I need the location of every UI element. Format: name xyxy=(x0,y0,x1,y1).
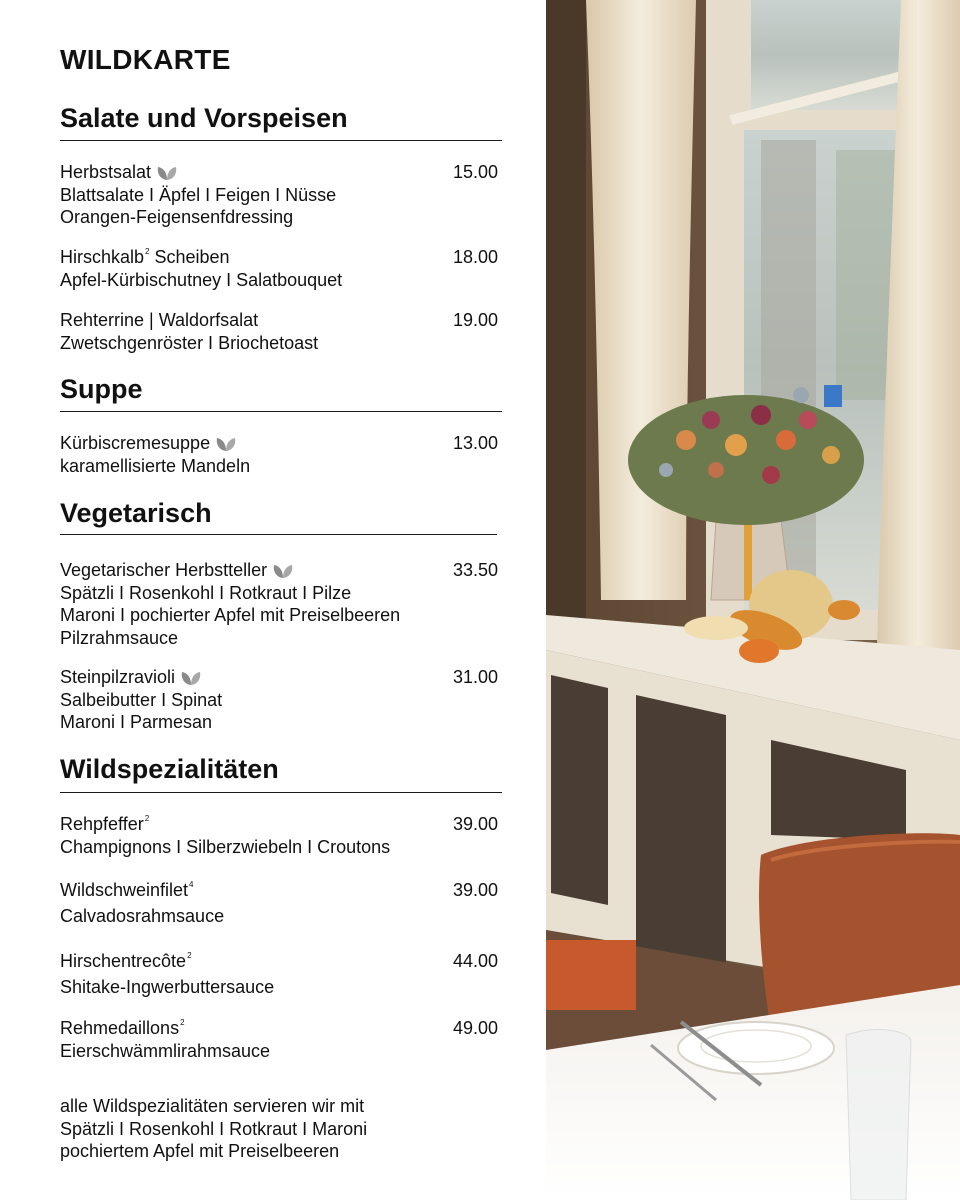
item-description: Maroni I Parmesan xyxy=(60,712,213,732)
orange-rug xyxy=(546,940,636,1010)
note-line: alle Wildspezialitäten servieren wir mit xyxy=(60,1096,365,1116)
item-name: Vegetarischer Herbstteller xyxy=(60,560,268,580)
parking-sign xyxy=(824,385,842,407)
item-price: 39.00 xyxy=(452,814,498,834)
leaf-icon xyxy=(272,562,294,578)
item-description: Shitake-Ingwerbuttersauce xyxy=(60,977,275,997)
note-line: pochiertem Apfel mit Preiselbeeren xyxy=(60,1141,340,1161)
item-price: 15.00 xyxy=(452,162,498,182)
section-title-wildspezialitaeten: Wildspezialitäten xyxy=(60,754,279,784)
menu-item-kuerbiscremesuppe xyxy=(60,432,498,477)
item-name: Hirschkalb xyxy=(60,247,145,267)
item-price: 39.00 xyxy=(452,880,498,900)
item-description: Orangen-Feigensenfdressing xyxy=(60,207,294,227)
leaf-icon xyxy=(156,164,178,180)
allergen-superscript: 2 xyxy=(187,951,192,960)
section-title-vegetarisch: Vegetarisch xyxy=(60,498,212,528)
item-description: karamellisierte Mandeln xyxy=(60,455,251,476)
allergen-superscript: 2 xyxy=(145,247,150,256)
gourd xyxy=(828,600,860,620)
menu-item-herbstteller xyxy=(60,559,498,649)
item-name: Herbstsalat xyxy=(60,162,152,182)
menu-item-wildschweinfilet xyxy=(60,877,498,929)
item-price: 13.00 xyxy=(452,433,498,453)
item-name: Rehpfeffer xyxy=(60,814,144,834)
item-description: Champignons I Silberzwiebeln I Croutons xyxy=(60,836,391,857)
item-description: Maroni I pochierter Apfel mit Preiselbeeren xyxy=(60,605,401,625)
radiator-grille xyxy=(636,695,726,985)
item-name-suffix: Scheiben xyxy=(149,247,230,267)
restaurant-photo xyxy=(546,0,960,1200)
allergen-superscript: 2 xyxy=(180,1018,185,1027)
item-name: Hirschentrecôte xyxy=(60,951,187,971)
item-description: Pilzrahmsauce xyxy=(60,627,179,648)
menu-item-rehterrine xyxy=(60,309,498,354)
item-price: 49.00 xyxy=(452,1018,498,1038)
allergen-superscript: 4 xyxy=(189,880,194,889)
item-price: 44.00 xyxy=(452,951,498,971)
leaf-icon xyxy=(215,435,237,451)
menu-item-hirschkalb xyxy=(60,246,498,291)
section-divider xyxy=(60,534,497,535)
allergen-superscript: 2 xyxy=(144,814,150,823)
item-price: 19.00 xyxy=(452,310,498,330)
wall-edge xyxy=(546,0,586,620)
menu-item-hirschentrecote xyxy=(60,948,498,1000)
item-price: 18.00 xyxy=(452,247,498,267)
radiator-grille xyxy=(551,675,608,905)
note-line: Spätzli I Rosenkohl I Rotkraut I Maroni xyxy=(60,1118,368,1139)
vase-stripe xyxy=(744,520,752,600)
item-description: Calvadosrahmsauce xyxy=(60,906,225,926)
item-description: Eierschwämmlirahmsauce xyxy=(60,1040,271,1061)
item-description: Zwetschgenröster I Briochetoast xyxy=(60,332,319,353)
section-divider xyxy=(60,792,502,793)
item-price: 31.00 xyxy=(452,667,498,687)
section-divider xyxy=(60,140,502,141)
leaf-icon xyxy=(180,669,202,685)
menu-item-rehpfeffer xyxy=(60,813,498,858)
item-description: Spätzli I Rosenkohl I Rotkraut I Pilze xyxy=(60,582,352,603)
section-divider xyxy=(60,411,502,412)
menu-item-steinpilzravioli xyxy=(60,666,498,734)
item-name: Steinpilzravioli xyxy=(60,667,176,687)
section-title-salate: Salate und Vorspeisen xyxy=(60,103,348,133)
item-name: Wildschweinfilet xyxy=(60,880,189,900)
side-dish-note xyxy=(60,1095,367,1163)
menu-title: WILDKARTE xyxy=(60,44,231,75)
section-title-suppe: Suppe xyxy=(60,374,143,404)
item-description: Apfel-Kürbischutney I Salatbouquet xyxy=(60,269,343,290)
item-name: Kürbiscremesuppe xyxy=(60,433,211,453)
item-name: Rehmedaillons xyxy=(60,1018,180,1038)
gourd xyxy=(684,616,748,640)
item-description: Blattsalate I Äpfel I Feigen I Nüsse xyxy=(60,184,337,205)
wine-glass xyxy=(846,1030,911,1200)
item-price: 33.50 xyxy=(452,560,498,580)
item-name: Rehterrine | Waldorfsalat xyxy=(60,310,259,330)
item-description: Salbeibutter I Spinat xyxy=(60,689,223,710)
menu-item-rehmedaillons xyxy=(60,1017,498,1062)
small-pumpkin xyxy=(739,639,779,663)
menu-item-herbstsalat xyxy=(60,161,498,229)
